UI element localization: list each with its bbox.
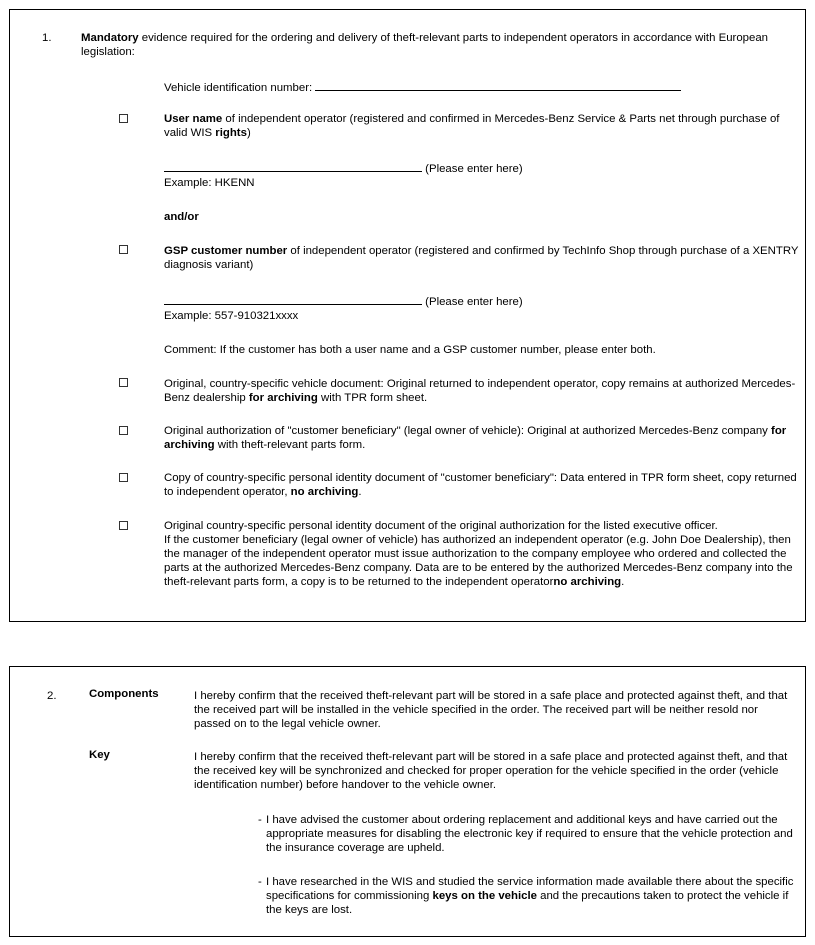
gsp-checkbox[interactable] xyxy=(119,245,128,254)
vin-label: Vehicle identification number: xyxy=(164,82,313,94)
user-name-checkbox[interactable] xyxy=(119,114,128,123)
components-label: Components xyxy=(89,688,159,700)
vin-field[interactable] xyxy=(164,79,804,95)
identity-copy-text: Copy of country-specific personal identity document of "customer beneficiary": Data entered in TPR form sheet, copy returned to independent operator, no archiving. xyxy=(164,472,797,498)
gsp-input-line[interactable] xyxy=(164,293,422,305)
section-1-intro: Mandatory evidence required for the ordering and delivery of theft-relevant parts to independent operators in accordance with European legislation: xyxy=(81,32,768,58)
key-label: Key xyxy=(89,749,110,761)
gsp-text: GSP customer number of independent operator (registered and confirmed by TechInfo Shop through purchase of a XENTRY diagnosis variant) xyxy=(164,245,799,271)
bullet-researched: - I have researched in the WIS and studied the service information made available there about the specific specifications for commissioning keys on the vehicle and the precautions taken to protect the vehicle if the keys are lost. xyxy=(258,876,794,916)
original-identity-text: Original country-specific personal identity document of the original authorization for the listed executive officer. If the customer beneficiary (legal owner of vehicle) has authorized an independent operator (e.g. John Doe Dealership), then the manager of the independent operator must issue authorization to the company employee who ordered and collected the parts at the authorized Mercedes-Benz company. Data are to be entered by the authorized Mercedes-Benz company into the theft-relevant parts form, a copy is to be returned to the independent operatorno archiving. xyxy=(164,520,793,588)
section-2-box xyxy=(9,666,806,937)
dash-marker: - xyxy=(258,876,262,888)
original-identity-checkbox[interactable] xyxy=(119,521,128,530)
vehicle-document-checkbox[interactable] xyxy=(119,378,128,387)
and-or-label: and/or xyxy=(164,211,199,223)
section-1-box xyxy=(9,9,806,622)
gsp-field[interactable]: (Please enter here) xyxy=(164,293,804,309)
user-name-input-line[interactable] xyxy=(164,160,422,172)
user-name-field[interactable]: (Please enter here) xyxy=(164,160,804,176)
gsp-example: Example: 557-910321xxxx xyxy=(164,310,299,322)
comment-text: Comment: If the customer has both a user name and a GSP customer number, please enter both. xyxy=(164,344,656,356)
identity-copy-checkbox[interactable] xyxy=(119,473,128,482)
vin-input-line[interactable] xyxy=(315,79,681,91)
section-1-number: 1. xyxy=(42,32,52,44)
user-name-example: Example: HKENN xyxy=(164,177,255,189)
key-text: I hereby confirm that the received theft-relevant part will be stored in a safe place and protected against theft, and that the received key will be synchronized and checked for proper operation for the vehicle specified in the order (vehicle identification number) before handover to the vehicle owner. xyxy=(194,751,788,791)
bullet-advised: - I have advised the customer about ordering replacement and additional keys and have carried out the appropriate measures for disabling the electronic key if required to ensure that the vehicle protection and the insurance coverage are upheld. xyxy=(258,814,793,854)
dash-marker: - xyxy=(258,814,262,826)
authorization-checkbox[interactable] xyxy=(119,426,128,435)
user-name-text: User name of independent operator (registered and confirmed in Mercedes-Benz Service & Parts net through purchase of valid WIS rights) xyxy=(164,113,780,139)
components-text: I hereby confirm that the received theft-relevant part will be stored in a safe place and protected against theft, and that the received part will be installed in the vehicle specified in the order. The received part will be neither resold nor passed on to the legal vehicle owner. xyxy=(194,690,788,730)
authorization-text: Original authorization of "customer beneficiary" (legal owner of vehicle): Original at authorized Mercedes-Benz company for archiving with theft-relevant parts form. xyxy=(164,425,787,451)
section-2-number: 2. xyxy=(47,690,57,702)
vehicle-document-text: Original, country-specific vehicle document: Original returned to independent operator, copy remains at authorized Mercedes-Benz dealership for archiving with TPR form sheet. xyxy=(164,378,796,404)
